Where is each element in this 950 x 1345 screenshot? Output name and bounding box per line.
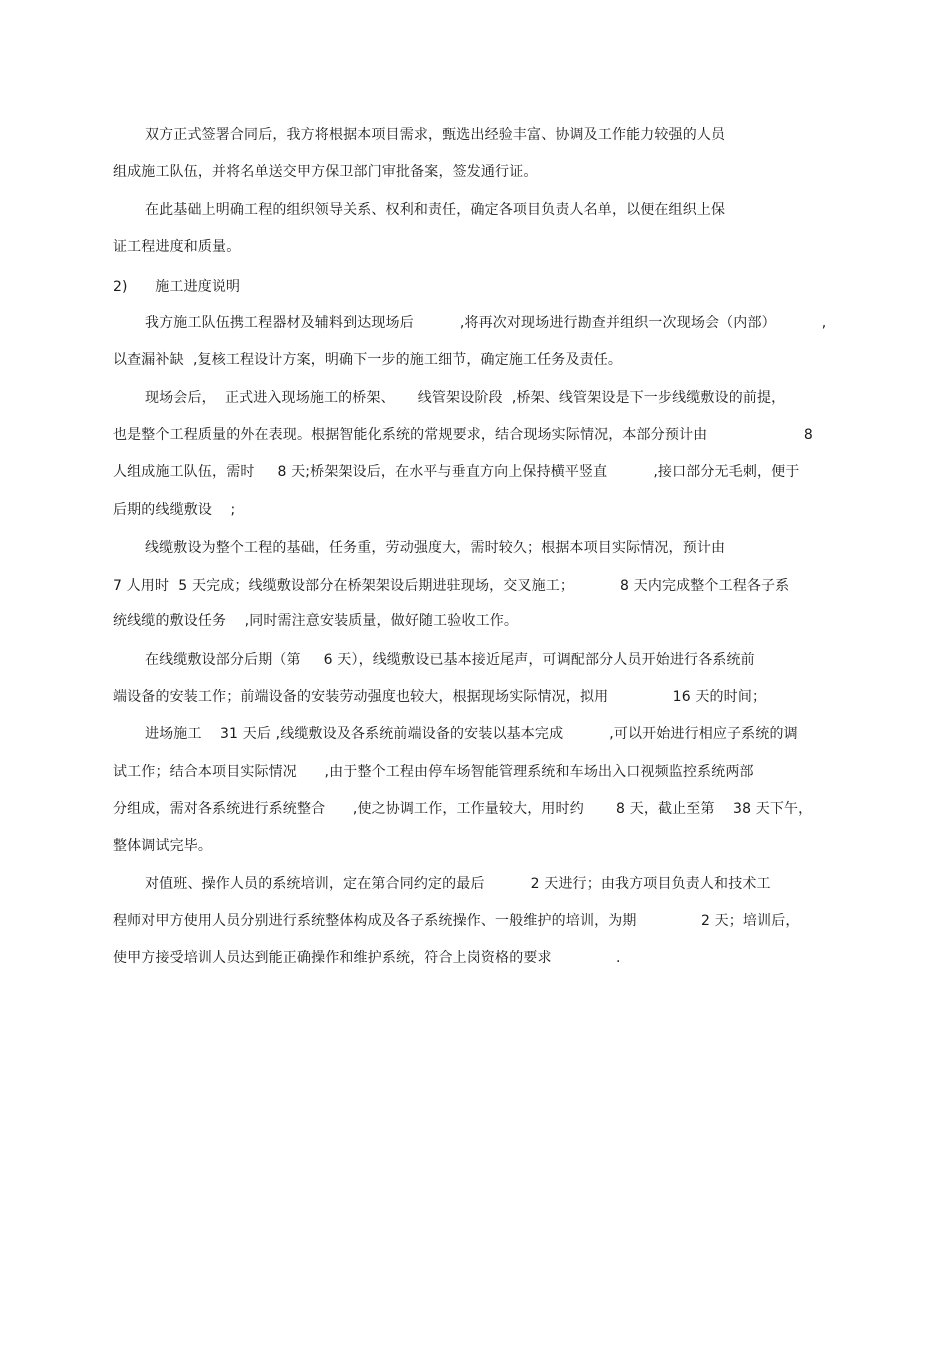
text-line: 后期的线缆敷设 ;: [113, 502, 236, 518]
text-line: 组成施工队伍，并将名单送交甲方保卫部门审批备案，签发通行证。: [113, 164, 538, 180]
text-line: 对值班、操作人员的系统培训，定在第合同约定的最后 2 天进行；由我方项目负责人和技术工: [145, 876, 771, 892]
text-line: 进场施工 31 天后 ,线缆敷设及各系统前端设备的安装以基本完成 ,可以开始进行相应子系统的调: [145, 726, 798, 742]
text-line: 在线缆敷设部分后期（第 6 天），线缆敷设已基本接近尾声，可调配部分人员开始进行各系统前: [145, 652, 755, 668]
text-line: 证工程进度和质量。: [113, 239, 241, 255]
text-line: 试工作；结合本项目实际情况 ,由于整个工程由停车场智能管理系统和车场出入口视频监控系统两部: [113, 764, 754, 780]
text-line: 端设备的安装工作；前端设备的安装劳动强度也较大，根据现场实际情况，拟用 16 天的时间；: [113, 689, 767, 705]
text-line: 现场会后， 正式进入现场施工的桥架、 线管架设阶段 ,桥架、线管架设是下一步线缆敷设的前提，: [145, 390, 786, 406]
text-line: 以查漏补缺 ,复核工程设计方案，明确下一步的施工细节，确定施工任务及责任。: [113, 352, 623, 368]
text-line: 使甲方接受培训人员达到能正确操作和维护系统，符合上岗资格的要求 .: [113, 950, 621, 966]
text-line: 人组成施工队伍，需时 8 天;桥架架设后，在水平与垂直方向上保持横平竖直 ,接口部分无毛刺，便于: [113, 464, 800, 480]
text-line: 线缆敷设为整个工程的基础，任务重，劳动强度大，需时较久；根据本项目实际情况，预计由: [145, 540, 726, 556]
text-line: 我方施工队伍携工程器材及辅料到达现场后 ,将再次对现场进行勘查并组织一次现场会（内部） ,: [145, 315, 827, 331]
section-heading: 2) 施工进度说明: [113, 279, 241, 295]
text-line: 分组成，需对各系统进行系统整合 ,使之协调工作，工作量较大，用时约 8 天，截止至第 38 天下午，: [113, 801, 813, 817]
text-line: 双方正式签署合同后，我方将根据本项目需求，甄选出经验丰富、协调及工作能力较强的人员: [145, 127, 726, 143]
text-line: 7 人用时 5 天完成；线缆敷设部分在桥架架设后期进驻现场，交叉施工； 8 天内完成整个工程各子系: [113, 578, 790, 594]
text-line: 也是整个工程质量的外在表现。根据智能化系统的常规要求，结合现场实际情况，本部分预计由 8: [113, 427, 813, 443]
text-line: 整体调试完毕。: [113, 838, 213, 854]
text-line: 在此基础上明确工程的组织领导关系、权利和责任，确定各项目负责人名单，以便在组织上保: [145, 202, 726, 218]
text-line: 统线缆的敷设任务 ,同时需注意安装质量，做好随工验收工作。: [113, 613, 519, 629]
text-line: 程师对甲方使用人员分别进行系统整体构成及各子系统操作、一般维护的培训，为期 2 天；培训后，: [113, 913, 800, 929]
